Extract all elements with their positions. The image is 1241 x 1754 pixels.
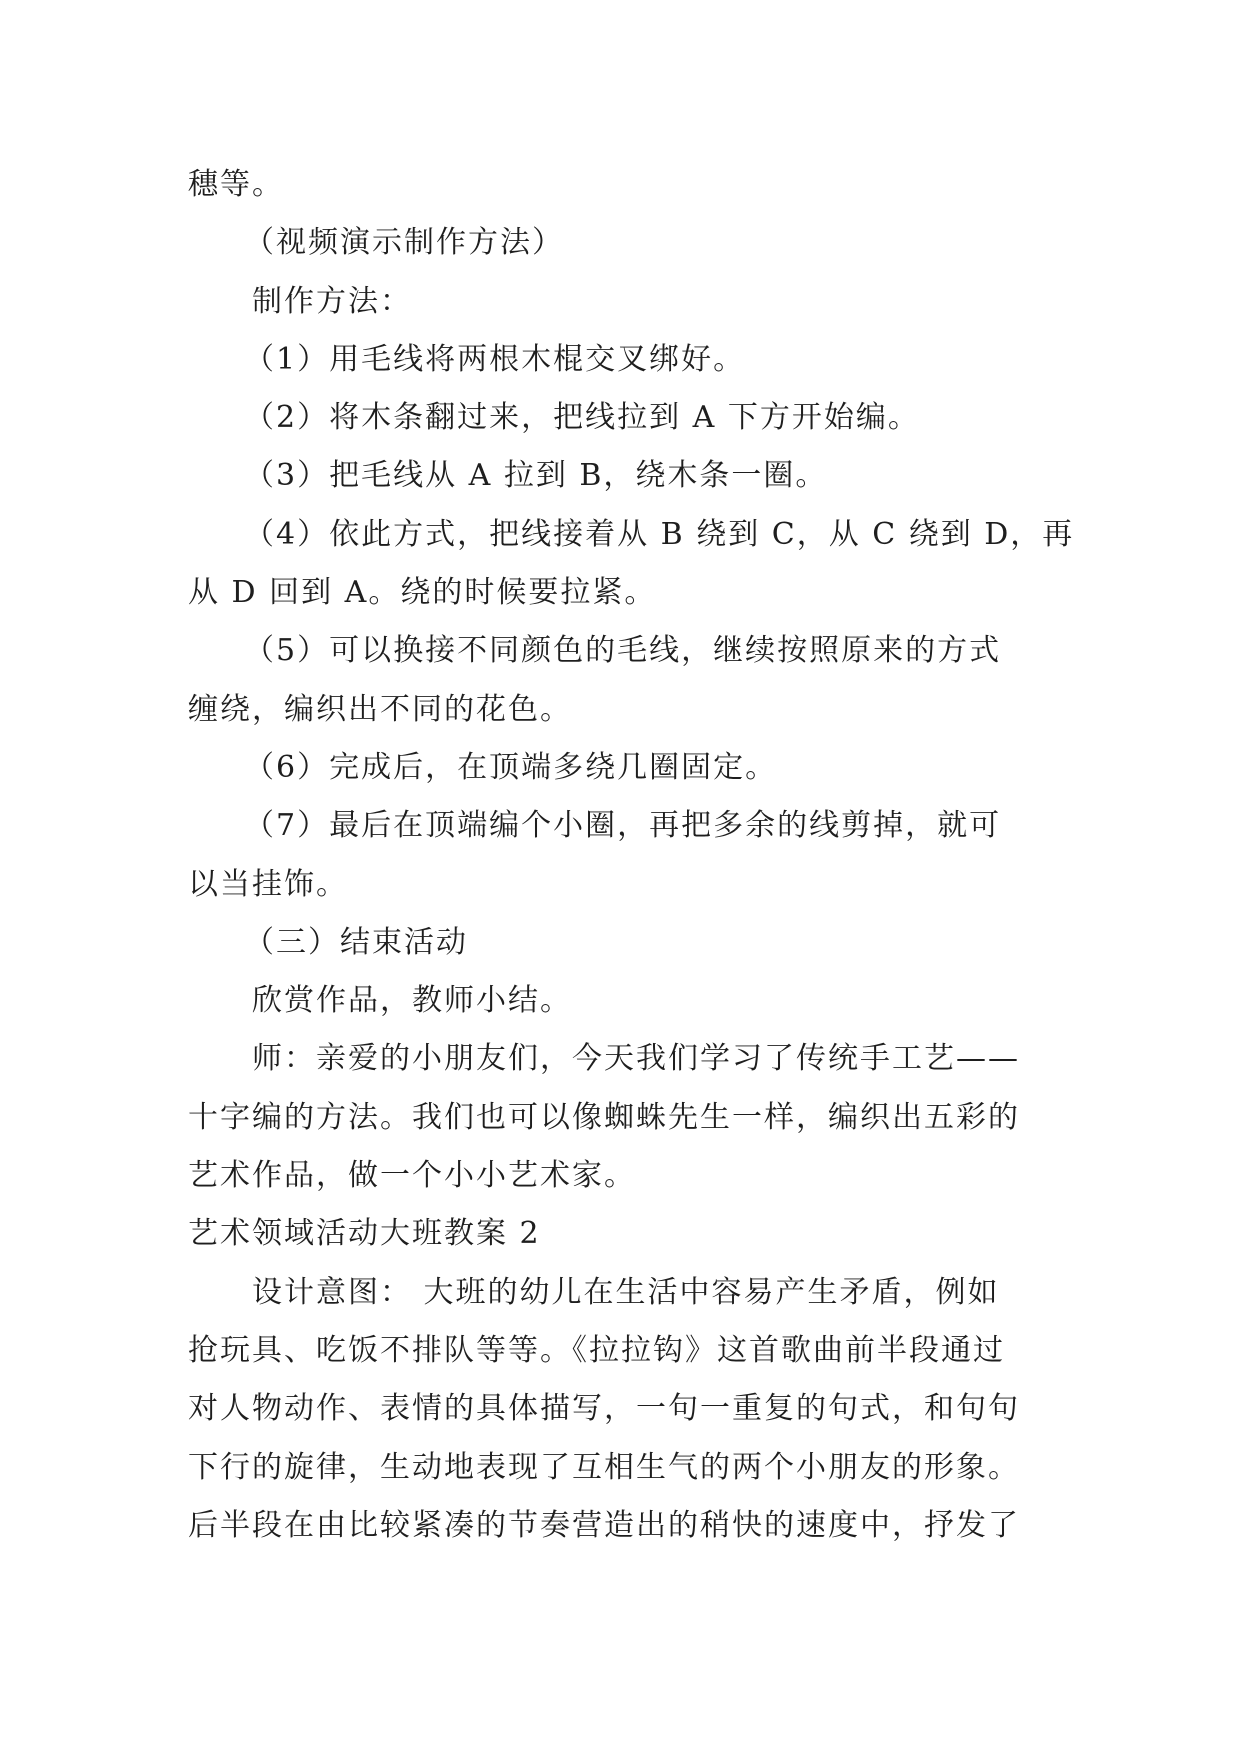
lesson-plan-title: 艺术领域活动大班教案 2 (188, 1216, 541, 1252)
design-intent-line-3: 对人物动作、表情的具体描写，一句一重复的句式，和句句 (188, 1391, 1020, 1427)
design-intent-line-2: 抢玩具、吃饭不排队等等。《拉拉钩》这首歌曲前半段通过 (188, 1332, 1005, 1368)
teacher-speech-end: 艺术作品，做一个小小艺术家。 (188, 1158, 636, 1194)
method-heading: 制作方法： (252, 283, 412, 319)
step-2: （2）将木条翻过来，把线拉到 A 下方开始编。 (244, 400, 920, 436)
teacher-speech-continued: 十字编的方法。我们也可以像蜘蛛先生一样，编织出五彩的 (188, 1099, 1020, 1135)
video-demo-note: （视频演示制作方法） (244, 225, 564, 261)
step-5-continued: 缠绕，编织出不同的花色。 (188, 691, 572, 727)
teacher-speech: 师：亲爱的小朋友们，今天我们学习了传统手工艺—— (252, 1041, 1020, 1077)
step-7-continued: 以当挂饰。 (188, 866, 348, 902)
step-4-continued: 从 D 回到 A。绕的时候要拉紧。 (188, 575, 657, 611)
design-intent: 设计意图： 大班的幼儿在生活中容易产生矛盾，例如 (252, 1274, 1000, 1310)
section-heading-closing: （三）结束活动 (244, 924, 468, 960)
document-body (188, 156, 1088, 1555)
step-5: （5）可以换接不同颜色的毛线，继续按照原来的方式 (244, 633, 1002, 669)
step-7: （7）最后在顶端编个小圈，再把多余的线剪掉，就可 (244, 808, 1002, 844)
step-6: （6）完成后，在顶端多绕几圈固定。 (244, 749, 778, 785)
step-4: （4）依此方式，把线接着从 B 绕到 C，从 C 绕到 D，再 (244, 516, 1075, 552)
step-3: （3）把毛线从 A 拉到 B，绕木条一圈。 (244, 458, 828, 494)
design-intent-line-4: 下行的旋律，生动地表现了互相生气的两个小朋友的形象。 (188, 1449, 1020, 1485)
step-1: （1）用毛线将两根木棍交叉绑好。 (244, 341, 746, 377)
design-intent-line-5: 后半段在由比较紧凑的节奏营造出的稍快的速度中，抒发了 (188, 1507, 1020, 1543)
closing-activity-text: 欣赏作品，教师小结。 (252, 983, 572, 1019)
paragraph-continuation: 穗等。 (188, 167, 284, 202)
